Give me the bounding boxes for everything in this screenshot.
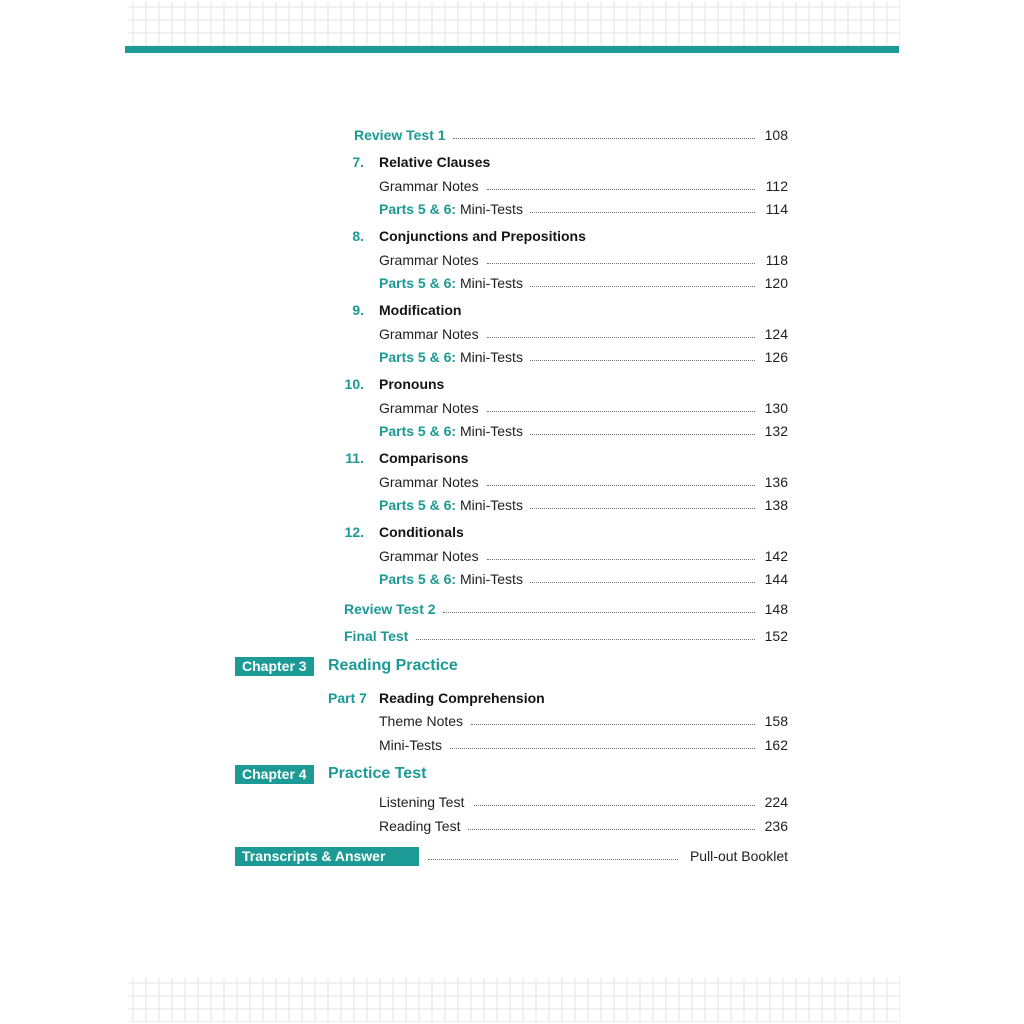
toc-title: Grammar Notes	[379, 474, 479, 490]
toc-entry-mini-tests[interactable]	[0, 494, 1024, 516]
page-number: 136	[764, 474, 788, 490]
leader-dots	[416, 639, 755, 640]
toc-title: Listening Test	[379, 794, 465, 810]
toc-title: Reading Test	[379, 818, 461, 834]
toc-entry-transcripts[interactable]	[0, 845, 1024, 867]
toc-entry-grammar-notes[interactable]	[0, 397, 1024, 419]
leader-dots	[471, 724, 755, 725]
toc-entry-mini-tests[interactable]	[0, 568, 1024, 590]
toc-entry-theme-notes[interactable]	[0, 710, 1024, 732]
unit-title: Comparisons	[379, 450, 469, 466]
unit-title: Relative Clauses	[379, 154, 491, 170]
page-number: 120	[764, 275, 788, 291]
leader-dots	[487, 559, 755, 560]
leader-dots	[474, 805, 755, 806]
toc-title: Mini-Tests	[379, 737, 443, 753]
toc-title: Grammar Notes	[379, 178, 479, 194]
page-number: 152	[764, 628, 788, 644]
leader-dots	[450, 748, 755, 749]
page-number: 124	[764, 326, 788, 342]
toc-part-heading	[0, 687, 1024, 709]
toc-entry-grammar-notes[interactable]	[0, 175, 1024, 197]
page-number: 114	[765, 201, 788, 217]
chapter-4-badge: Chapter 4	[235, 765, 314, 784]
toc-unit-heading	[0, 373, 1024, 395]
page-number: 162	[764, 737, 788, 753]
toc-entry-grammar-notes[interactable]	[0, 249, 1024, 271]
toc-title: Mini-Tests	[459, 201, 523, 217]
parts-label: Parts 5 & 6:	[379, 275, 457, 291]
page-number: 108	[764, 127, 788, 143]
leader-dots	[530, 360, 755, 361]
leader-dots	[487, 263, 755, 264]
transcripts-badge: Transcripts & Answer Key	[235, 847, 419, 866]
toc-title: Theme Notes	[379, 713, 464, 729]
toc-entry-final-test[interactable]	[0, 625, 1024, 647]
page-number: 142	[764, 548, 788, 564]
page-number: 236	[764, 818, 788, 834]
toc-title: Review Test 1	[354, 127, 446, 143]
toc-title: Mini-Tests	[459, 571, 523, 587]
page-number: 148	[764, 601, 788, 617]
unit-number: 10.	[344, 376, 364, 392]
toc-title: Mini-Tests	[459, 423, 523, 439]
leader-dots	[468, 829, 755, 830]
unit-number: 11.	[345, 450, 364, 466]
parts-label: Parts 5 & 6:	[379, 201, 457, 217]
part-title: Reading Comprehension	[379, 690, 545, 706]
parts-label: Parts 5 & 6:	[379, 349, 457, 365]
toc-title: Grammar Notes	[379, 548, 479, 564]
toc-entry-mini-tests[interactable]	[0, 198, 1024, 220]
toc-entry-mini-tests[interactable]	[0, 420, 1024, 442]
chapter-4-title: Practice Test	[328, 765, 427, 782]
toc-title: Grammar Notes	[379, 326, 479, 342]
unit-number: 12.	[344, 524, 364, 540]
unit-title: Modification	[379, 302, 462, 318]
toc-unit-heading	[0, 225, 1024, 247]
part-label: Part 7	[328, 690, 367, 706]
parts-label: Parts 5 & 6:	[379, 571, 457, 587]
leader-dots	[428, 859, 678, 860]
page-number: 138	[764, 497, 788, 513]
parts-label: Parts 5 & 6:	[379, 423, 457, 439]
toc-entry-listening-test[interactable]	[0, 791, 1024, 813]
toc-entry-mini-tests[interactable]	[0, 346, 1024, 368]
toc-title: Grammar Notes	[379, 252, 479, 268]
page-number: 118	[765, 252, 788, 268]
toc-entry-review-test-1[interactable]	[0, 124, 1024, 146]
leader-dots	[530, 582, 755, 583]
leader-dots	[530, 212, 755, 213]
unit-number: 7.	[352, 154, 364, 170]
parts-label: Parts 5 & 6:	[379, 497, 457, 513]
page-number: 126	[764, 349, 788, 365]
toc-entry-review-test-2[interactable]	[0, 598, 1024, 620]
leader-dots	[530, 508, 755, 509]
toc-entry-mini-tests[interactable]	[0, 272, 1024, 294]
toc-title: Mini-Tests	[459, 349, 523, 365]
leader-dots	[530, 434, 755, 435]
toc-unit-heading	[0, 151, 1024, 173]
leader-dots	[530, 286, 755, 287]
page-number: 158	[764, 713, 788, 729]
toc-entry-mini-tests[interactable]	[0, 734, 1024, 756]
toc-title: Mini-Tests	[459, 497, 523, 513]
page-number: 130	[764, 400, 788, 416]
decorative-grid-top	[128, 2, 900, 46]
leader-dots	[487, 189, 755, 190]
leader-dots	[487, 485, 755, 486]
header-rule	[125, 46, 899, 53]
toc-title: Final Test	[344, 628, 409, 644]
chapter-3-title: Reading Practice	[328, 657, 458, 674]
unit-number: 8.	[352, 228, 364, 244]
leader-dots	[487, 337, 755, 338]
toc-entry-grammar-notes[interactable]	[0, 471, 1024, 493]
toc-unit-heading	[0, 521, 1024, 543]
page-number: 132	[764, 423, 788, 439]
toc-entry-grammar-notes[interactable]	[0, 545, 1024, 567]
leader-dots	[453, 138, 755, 139]
page-number: 144	[764, 571, 788, 587]
leader-dots	[487, 411, 755, 412]
toc-title: Grammar Notes	[379, 400, 479, 416]
toc-unit-heading	[0, 447, 1024, 469]
unit-number: 9.	[352, 302, 364, 318]
page-number: 224	[764, 794, 788, 810]
unit-title: Pronouns	[379, 376, 445, 392]
page-number: Pull-out Booklet	[689, 848, 788, 864]
chapter-3-badge: Chapter 3	[235, 657, 314, 676]
toc-entry-grammar-notes[interactable]	[0, 323, 1024, 345]
page-number: 112	[765, 178, 788, 194]
decorative-grid-bottom	[128, 978, 900, 1022]
toc-title: Review Test 2	[344, 601, 436, 617]
unit-title: Conditionals	[379, 524, 464, 540]
toc-unit-heading	[0, 299, 1024, 321]
toc-entry-reading-test[interactable]	[0, 815, 1024, 837]
unit-title: Conjunctions and Prepositions	[379, 228, 586, 244]
leader-dots	[443, 612, 755, 613]
toc-title: Mini-Tests	[459, 275, 523, 291]
